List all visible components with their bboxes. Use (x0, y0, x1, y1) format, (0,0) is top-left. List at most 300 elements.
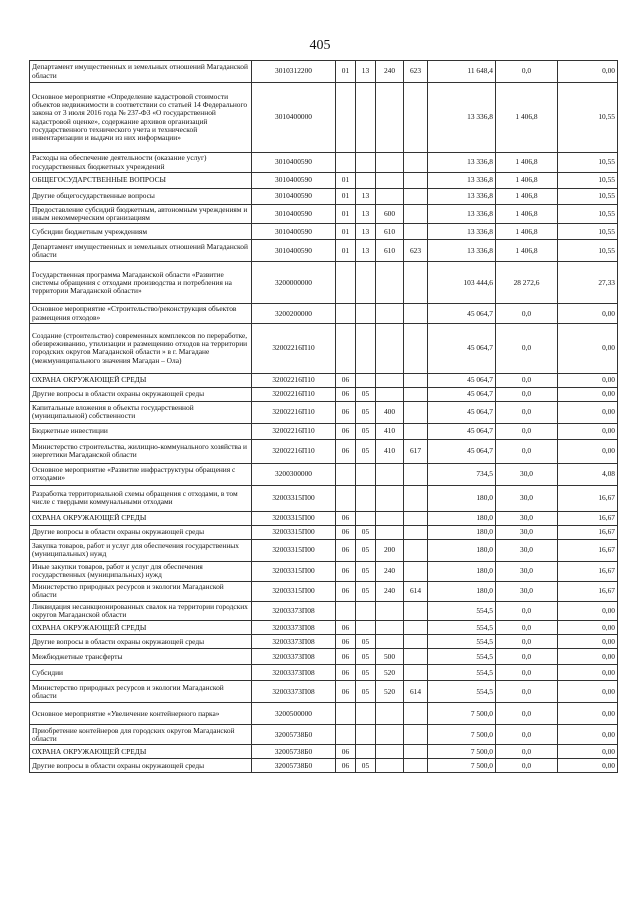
executed-value: 0,0 (496, 304, 558, 323)
table-row (30, 439, 618, 463)
expense-type (376, 601, 404, 620)
target-code: 32002216П10 (252, 373, 336, 387)
expense-type (376, 745, 404, 759)
executed-value: 0,0 (496, 745, 558, 759)
expense-type (376, 387, 404, 401)
row-name: Субсидии бюджетным учреждениям (30, 224, 252, 240)
executed-value: 1 406,8 (496, 153, 558, 173)
expense-type (376, 173, 404, 189)
expense-type: 520 (376, 665, 404, 681)
section (336, 725, 356, 745)
executed-value: 1 406,8 (496, 240, 558, 262)
ministry (404, 323, 428, 373)
executed-value: 0,0 (496, 665, 558, 681)
plan-value: 45 064,7 (428, 373, 496, 387)
table-row (30, 511, 618, 525)
subsection: 13 (356, 189, 376, 205)
expense-type (376, 759, 404, 773)
table-row (30, 703, 618, 725)
section (336, 601, 356, 620)
table-row (30, 539, 618, 561)
section (336, 463, 356, 485)
percent: 10,55 (558, 153, 618, 173)
row-name: Ликвидация несанкционированных свалок на территории городских округов Магаданской области (30, 601, 252, 620)
section: 06 (336, 387, 356, 401)
table-row (30, 525, 618, 539)
target-code: 32002216П10 (252, 401, 336, 423)
plan-value: 45 064,7 (428, 401, 496, 423)
target-code: 32003315П00 (252, 525, 336, 539)
expense-type (376, 511, 404, 525)
percent: 0,00 (558, 635, 618, 649)
section (336, 703, 356, 725)
expense-type: 200 (376, 539, 404, 561)
table-row (30, 621, 618, 635)
percent: 0,00 (558, 649, 618, 665)
section: 06 (336, 373, 356, 387)
subsection: 05 (356, 681, 376, 703)
row-name: ОХРАНА ОКРУЖАЮЩЕЙ СРЕДЫ (30, 745, 252, 759)
ministry (404, 665, 428, 681)
percent: 0,00 (558, 304, 618, 323)
target-code: 32005738Б0 (252, 745, 336, 759)
table-row (30, 189, 618, 205)
expense-type (376, 621, 404, 635)
subsection (356, 511, 376, 525)
subsection (356, 173, 376, 189)
plan-value: 7 500,0 (428, 725, 496, 745)
target-code: 32003315П00 (252, 539, 336, 561)
percent: 10,55 (558, 173, 618, 189)
section (336, 304, 356, 323)
executed-value: 0,0 (496, 635, 558, 649)
ministry (404, 485, 428, 511)
percent: 0,00 (558, 681, 618, 703)
executed-value: 0,0 (496, 621, 558, 635)
plan-value: 13 336,8 (428, 173, 496, 189)
percent: 10,55 (558, 205, 618, 224)
executed-value: 1 406,8 (496, 83, 558, 153)
row-name: Предоставление субсидий бюджетным, автономным учреждениям и иным некоммерческим организациям (30, 205, 252, 224)
expense-type (376, 373, 404, 387)
expense-type: 410 (376, 439, 404, 463)
table-row (30, 665, 618, 681)
budget-table (29, 60, 618, 773)
executed-value: 0,0 (496, 649, 558, 665)
ministry (404, 539, 428, 561)
table-row (30, 463, 618, 485)
plan-value: 45 064,7 (428, 304, 496, 323)
percent: 0,00 (558, 373, 618, 387)
section (336, 83, 356, 153)
row-name: Закупка товаров, работ и услуг для обеспечения государственных (муниципальных) нужд (30, 539, 252, 561)
table-row (30, 153, 618, 173)
percent: 16,67 (558, 581, 618, 601)
table-row (30, 581, 618, 601)
target-code: 32002216П10 (252, 439, 336, 463)
executed-value: 30,0 (496, 511, 558, 525)
executed-value: 0,0 (496, 323, 558, 373)
target-code: 32003373П08 (252, 621, 336, 635)
expense-type: 240 (376, 561, 404, 581)
ministry (404, 401, 428, 423)
target-code: 32005738Б0 (252, 759, 336, 773)
percent: 0,00 (558, 323, 618, 373)
subsection (356, 621, 376, 635)
page-number: 405 (309, 38, 331, 53)
ministry (404, 423, 428, 439)
table-row (30, 485, 618, 511)
section: 06 (336, 561, 356, 581)
row-name: ОХРАНА ОКРУЖАЮЩЕЙ СРЕДЫ (30, 511, 252, 525)
row-name: Другие вопросы в области охраны окружающей среды (30, 635, 252, 649)
executed-value: 30,0 (496, 561, 558, 581)
expense-type (376, 485, 404, 511)
target-code: 32003315П00 (252, 581, 336, 601)
subsection: 05 (356, 387, 376, 401)
percent: 10,55 (558, 224, 618, 240)
ministry: 623 (404, 240, 428, 262)
ministry (404, 224, 428, 240)
section: 06 (336, 581, 356, 601)
ministry (404, 304, 428, 323)
section: 06 (336, 439, 356, 463)
target-code: 3200300000 (252, 463, 336, 485)
section: 06 (336, 665, 356, 681)
target-code: 3010400590 (252, 224, 336, 240)
row-name: Другие вопросы в области охраны окружающей среды (30, 759, 252, 773)
ministry (404, 725, 428, 745)
subsection: 05 (356, 525, 376, 539)
plan-value: 13 336,8 (428, 224, 496, 240)
expense-type: 520 (376, 681, 404, 703)
table-row (30, 373, 618, 387)
section (336, 153, 356, 173)
table-row (30, 649, 618, 665)
executed-value: 1 406,8 (496, 205, 558, 224)
executed-value: 1 406,8 (496, 189, 558, 205)
percent: 0,00 (558, 665, 618, 681)
row-name: Департамент имущественных и земельных отношений Магаданской области (30, 240, 252, 262)
table-row (30, 83, 618, 153)
plan-value: 13 336,8 (428, 153, 496, 173)
row-name: Бюджетные инвестиции (30, 423, 252, 439)
percent: 0,00 (558, 61, 618, 83)
expense-type: 400 (376, 401, 404, 423)
plan-value: 11 648,4 (428, 61, 496, 83)
target-code: 3200000000 (252, 262, 336, 304)
section: 06 (336, 621, 356, 635)
table-row (30, 635, 618, 649)
row-name: Разработка территориальной схемы обращения с отходами, в том числе с твердыми коммунальными отходами (30, 485, 252, 511)
percent: 0,00 (558, 703, 618, 725)
subsection: 05 (356, 649, 376, 665)
row-name: Основное мероприятие «Определение кадастровой стоимости объектов недвижимости в соответствии со статьей 14 Федерального закона от 3 июля 2016 года № 237-ФЗ «О государственной кадастровой оценке», содержание архивов организаций государственного технического учета и технической инвентаризации и выдачи из них информации» (30, 83, 252, 153)
plan-value: 554,5 (428, 681, 496, 703)
target-code: 3010400000 (252, 83, 336, 153)
percent: 27,33 (558, 262, 618, 304)
section: 06 (336, 745, 356, 759)
ministry (404, 189, 428, 205)
percent: 0,00 (558, 423, 618, 439)
percent: 0,00 (558, 745, 618, 759)
expense-type: 500 (376, 649, 404, 665)
table-row (30, 173, 618, 189)
executed-value: 30,0 (496, 581, 558, 601)
subsection: 05 (356, 665, 376, 681)
plan-value: 734,5 (428, 463, 496, 485)
table-row (30, 759, 618, 773)
subsection: 05 (356, 401, 376, 423)
target-code: 32003373П08 (252, 601, 336, 620)
ministry (404, 511, 428, 525)
row-name: Государственная программа Магаданской области «Развитие системы обращения с отходами производства и потребления на территории Магаданской области» (30, 262, 252, 304)
row-name: Расходы на обеспечение деятельности (оказание услуг) государственных бюджетных учреждений (30, 153, 252, 173)
plan-value: 13 336,8 (428, 205, 496, 224)
section: 06 (336, 539, 356, 561)
section: 06 (336, 423, 356, 439)
section: 01 (336, 61, 356, 83)
row-name: Другие вопросы в области охраны окружающей среды (30, 387, 252, 401)
ministry: 617 (404, 439, 428, 463)
expense-type: 410 (376, 423, 404, 439)
table-row (30, 561, 618, 581)
subsection (356, 601, 376, 620)
plan-value: 13 336,8 (428, 240, 496, 262)
percent: 0,00 (558, 401, 618, 423)
target-code: 32003373П08 (252, 635, 336, 649)
table-row (30, 401, 618, 423)
expense-type: 600 (376, 205, 404, 224)
percent: 10,55 (558, 83, 618, 153)
ministry: 623 (404, 61, 428, 83)
ministry (404, 703, 428, 725)
subsection: 13 (356, 61, 376, 83)
section (336, 323, 356, 373)
subsection (356, 83, 376, 153)
target-code: 32002216П10 (252, 387, 336, 401)
table-row (30, 304, 618, 323)
executed-value: 0,0 (496, 681, 558, 703)
target-code: 3200500000 (252, 703, 336, 725)
ministry: 614 (404, 681, 428, 703)
expense-type (376, 725, 404, 745)
percent: 16,67 (558, 485, 618, 511)
subsection: 05 (356, 581, 376, 601)
executed-value: 0,0 (496, 759, 558, 773)
executed-value: 0,0 (496, 373, 558, 387)
expense-type (376, 703, 404, 725)
ministry (404, 463, 428, 485)
subsection: 05 (356, 635, 376, 649)
table-row (30, 323, 618, 373)
ministry (404, 153, 428, 173)
plan-value: 554,5 (428, 635, 496, 649)
subsection (356, 373, 376, 387)
ministry (404, 525, 428, 539)
subsection: 05 (356, 439, 376, 463)
percent: 16,67 (558, 561, 618, 581)
expense-type (376, 323, 404, 373)
target-code: 3010400590 (252, 153, 336, 173)
subsection (356, 703, 376, 725)
expense-type (376, 153, 404, 173)
section: 06 (336, 759, 356, 773)
section: 06 (336, 401, 356, 423)
row-name: Субсидии (30, 665, 252, 681)
section: 01 (336, 240, 356, 262)
table-row (30, 681, 618, 703)
table-row (30, 423, 618, 439)
executed-value: 0,0 (496, 703, 558, 725)
table-row (30, 240, 618, 262)
plan-value: 180,0 (428, 525, 496, 539)
plan-value: 180,0 (428, 581, 496, 601)
subsection (356, 262, 376, 304)
plan-value: 45 064,7 (428, 387, 496, 401)
target-code: 3010400590 (252, 189, 336, 205)
expense-type (376, 525, 404, 539)
percent: 0,00 (558, 439, 618, 463)
ministry: 614 (404, 581, 428, 601)
executed-value: 0,0 (496, 387, 558, 401)
percent: 16,67 (558, 525, 618, 539)
percent: 16,67 (558, 539, 618, 561)
plan-value: 554,5 (428, 649, 496, 665)
percent: 10,55 (558, 240, 618, 262)
subsection: 05 (356, 423, 376, 439)
subsection (356, 725, 376, 745)
percent: 0,00 (558, 601, 618, 620)
plan-value: 554,5 (428, 601, 496, 620)
ministry (404, 262, 428, 304)
ministry (404, 635, 428, 649)
expense-type (376, 189, 404, 205)
target-code: 3200200000 (252, 304, 336, 323)
target-code: 3010400590 (252, 205, 336, 224)
percent: 0,00 (558, 759, 618, 773)
row-name: ОХРАНА ОКРУЖАЮЩЕЙ СРЕДЫ (30, 373, 252, 387)
ministry (404, 83, 428, 153)
target-code: 32003315П00 (252, 511, 336, 525)
subsection (356, 745, 376, 759)
table-row (30, 262, 618, 304)
row-name: Департамент имущественных и земельных отношений Магаданской области (30, 61, 252, 83)
plan-value: 554,5 (428, 621, 496, 635)
expense-type (376, 83, 404, 153)
section (336, 485, 356, 511)
row-name: Министерство природных ресурсов и экологии Магаданской области (30, 681, 252, 703)
plan-value: 13 336,8 (428, 83, 496, 153)
expense-type: 240 (376, 581, 404, 601)
plan-value: 180,0 (428, 511, 496, 525)
plan-value: 180,0 (428, 561, 496, 581)
executed-value: 0,0 (496, 423, 558, 439)
executed-value: 1 406,8 (496, 173, 558, 189)
plan-value: 7 500,0 (428, 703, 496, 725)
executed-value: 0,0 (496, 439, 558, 463)
percent: 10,55 (558, 189, 618, 205)
row-name: Приобретение контейнеров для городских округов Магаданской области (30, 725, 252, 745)
ministry (404, 205, 428, 224)
target-code: 32002216П10 (252, 423, 336, 439)
subsection: 05 (356, 561, 376, 581)
section: 01 (336, 189, 356, 205)
plan-value: 180,0 (428, 539, 496, 561)
plan-value: 7 500,0 (428, 745, 496, 759)
row-name: Другие вопросы в области охраны окружающей среды (30, 525, 252, 539)
section: 06 (336, 681, 356, 703)
plan-value: 13 336,8 (428, 189, 496, 205)
section: 06 (336, 525, 356, 539)
target-code: 32002216П10 (252, 323, 336, 373)
row-name: Иные закупки товаров, работ и услуг для обеспечения государственных (муниципальных) нужд (30, 561, 252, 581)
executed-value: 1 406,8 (496, 224, 558, 240)
target-code: 3010312200 (252, 61, 336, 83)
expense-type (376, 463, 404, 485)
subsection: 05 (356, 759, 376, 773)
percent: 0,00 (558, 621, 618, 635)
row-name: Создание (строительство) современных комплексов по переработке, обезвреживанию, утилизации и размещению отходов на территории городских округов Магаданской области » в г. Магадане (межмуниципального значения Магадан – Ола) (30, 323, 252, 373)
percent: 4,08 (558, 463, 618, 485)
ministry (404, 561, 428, 581)
section: 06 (336, 649, 356, 665)
expense-type (376, 635, 404, 649)
table-row (30, 205, 618, 224)
plan-value: 45 064,7 (428, 423, 496, 439)
ministry (404, 373, 428, 387)
plan-value: 45 064,7 (428, 323, 496, 373)
ministry (404, 759, 428, 773)
executed-value: 0,0 (496, 61, 558, 83)
row-name: Основное мероприятие «Строительство/реконструкция объектов размещения отходов» (30, 304, 252, 323)
ministry (404, 649, 428, 665)
subsection: 13 (356, 224, 376, 240)
row-name: ОБЩЕГОСУДАРСТВЕННЫЕ ВОПРОСЫ (30, 173, 252, 189)
percent: 0,00 (558, 725, 618, 745)
table-row (30, 387, 618, 401)
ministry (404, 173, 428, 189)
target-code: 32003373П08 (252, 649, 336, 665)
executed-value: 28 272,6 (496, 262, 558, 304)
expense-type (376, 304, 404, 323)
ministry (404, 621, 428, 635)
target-code: 32003373П08 (252, 681, 336, 703)
row-name: Основное мероприятие «Развитие инфраструктуры обращения с отходами» (30, 463, 252, 485)
plan-value: 180,0 (428, 485, 496, 511)
expense-type (376, 262, 404, 304)
row-name: Основное мероприятие «Увеличение контейнерного парка» (30, 703, 252, 725)
expense-type: 610 (376, 240, 404, 262)
target-code: 32003373П08 (252, 665, 336, 681)
plan-value: 554,5 (428, 665, 496, 681)
row-name: Капитальные вложения в объекты государственной (муниципальной) собственности (30, 401, 252, 423)
executed-value: 30,0 (496, 485, 558, 511)
row-name: Другие общегосударственные вопросы (30, 189, 252, 205)
executed-value: 30,0 (496, 463, 558, 485)
section: 01 (336, 224, 356, 240)
target-code: 32003315П00 (252, 485, 336, 511)
subsection (356, 304, 376, 323)
row-name: Министерство строительства, жилищно-коммунального хозяйства и энергетики Магаданской области (30, 439, 252, 463)
executed-value: 30,0 (496, 525, 558, 539)
section: 01 (336, 205, 356, 224)
subsection: 13 (356, 205, 376, 224)
subsection (356, 485, 376, 511)
plan-value: 7 500,0 (428, 759, 496, 773)
expense-type: 240 (376, 61, 404, 83)
table-row (30, 224, 618, 240)
